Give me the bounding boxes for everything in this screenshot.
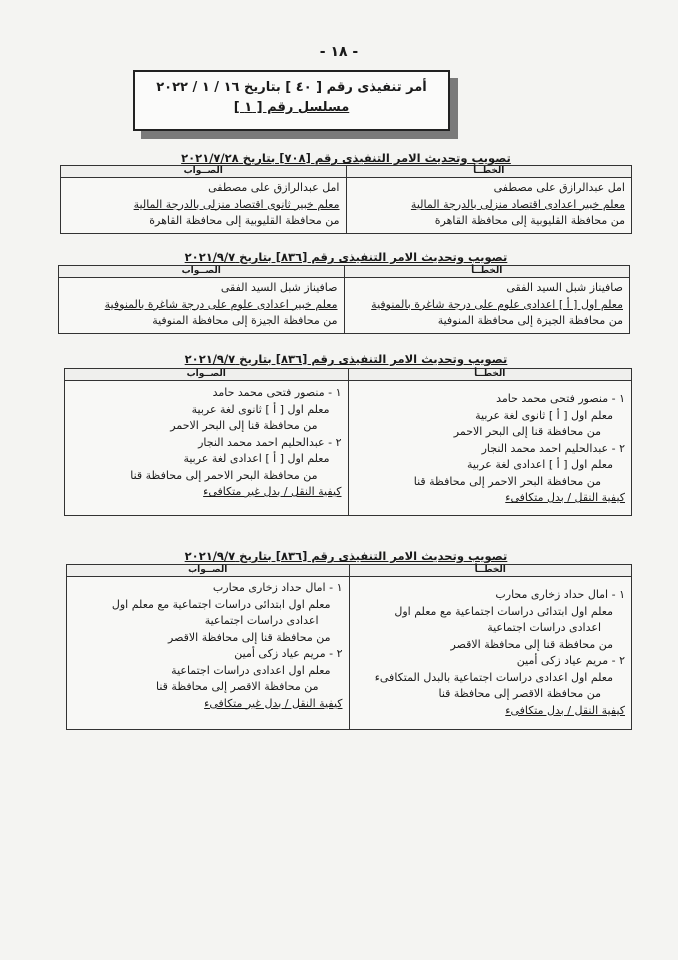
correct-line: معلم اول ابتدائى دراسات اجتماعية مع معلم اول: [111, 597, 331, 611]
correct-line: ٢ - عبدالحليم احمد محمد النجار: [198, 435, 342, 449]
wrong-line: من محافظة قنا إلى البحر الاحمر: [453, 425, 601, 438]
correct-cell: [65, 381, 349, 516]
correct-line: ١ - منصور فتحى محمد حامد: [212, 386, 342, 399]
order-number-date: أمر تنفيذى رقم [ ٤٠ ] بتاريخ ١٦ / ١ / ٢٠٢٢: [156, 80, 427, 95]
wrong-line: من محافظة البحر الاحمر إلى محافظة قنا: [413, 474, 601, 488]
wrong-column-header: الخطــأ: [349, 565, 632, 577]
correct-line: من محافظة قنا إلى محافظة الاقصر: [168, 630, 331, 644]
wrong-line: معلم اول [ أ ] اعدادى لغة عربية: [466, 458, 613, 471]
correct-line: صافيناز شبل السيد الفقى: [220, 281, 338, 294]
section-title: تصويب وتحديث الامر التنفيذى رقم [٨٣٦] بتاريخ ٢٠٢١/٩/٧: [184, 549, 508, 563]
wrong-line: كيفية النقل / بدل متكافىء: [505, 491, 625, 504]
section-title: تصويب وتحديث الامر التنفيذى رقم [٨٣٦] بتاريخ ٢٠٢١/٩/٧: [184, 352, 508, 366]
serial-number: مسلسل رقم [ ١ ]: [233, 100, 350, 115]
section-title: تصويب وتحديث الامر التنفيذى رقم [٨٣٦] بتاريخ ٢٠٢١/٩/٧: [184, 250, 508, 264]
wrong-line: ٢ - عبدالحليم احمد محمد النجار: [481, 441, 625, 455]
wrong-cell: [349, 577, 632, 730]
wrong-column-header: الخطــأ: [346, 166, 632, 178]
correct-line: من محافظة القليوبية إلى محافظة القاهرة: [149, 214, 340, 227]
correct-line: امل عبدالرازق على مصطفى: [208, 181, 340, 194]
wrong-cell: [344, 278, 630, 334]
correct-column-header: الصــواب: [65, 369, 349, 381]
correct-line: ٢ - مريم عياد زكى أمين: [234, 647, 343, 660]
wrong-cell: [348, 381, 632, 516]
wrong-line: ١ - منصور فتحى محمد حامد: [496, 392, 625, 405]
wrong-line: امل عبدالرازق على مصطفى: [493, 181, 625, 194]
correct-line: كيفية النقل / بدل غير متكافىء: [204, 696, 343, 710]
wrong-line: من محافظة الجيزة إلى محافظة المنوفية: [437, 314, 623, 327]
wrong-cell: [346, 178, 632, 234]
wrong-line: ٢ - مريم عياد زكى أمين: [516, 654, 625, 667]
wrong-line: ١ - امال حداد زخارى محارب: [495, 588, 625, 601]
correct-cell: [59, 278, 345, 334]
correction-table: [58, 265, 630, 334]
wrong-line: معلم اول [ أ ] ثانوى لغة عربية: [475, 408, 613, 422]
wrong-line: من محافظة قنا إلى محافظة الاقصر: [450, 637, 613, 651]
correct-line: اعدادى دراسات اجتماعية: [204, 614, 319, 627]
page-number: - ١٨ -: [319, 44, 359, 60]
correction-table: [60, 165, 632, 234]
correct-cell: [67, 577, 350, 730]
correct-line: معلم اول [ أ ] ثانوى لغة عربية: [191, 402, 330, 416]
wrong-line: معلم خبير اعدادى اقتصاد منزلى بالدرجة المالية: [410, 197, 625, 211]
wrong-line: معلم اول [ أ ] اعدادى علوم على درجة شاغرة بالمنوفية: [371, 297, 623, 311]
correct-column-header: الصــواب: [67, 565, 350, 577]
executive-order-header: [133, 70, 450, 131]
correct-line: من محافظة البحر الاحمر إلى محافظة قنا: [130, 468, 318, 482]
section-title: تصويب وتحديث الامر التنفيذى رقم [٧٠٨] بتاريخ ٢٠٢١/٧/٢٨: [181, 151, 511, 165]
correct-line: معلم اول [ أ ] اعدادى لغة عربية: [183, 452, 330, 465]
correct-cell: [61, 178, 347, 234]
correct-line: من محافظة الجيزة إلى محافظة المنوفية: [152, 314, 338, 327]
correct-line: ١ - امال حداد زخارى محارب: [212, 581, 343, 594]
correct-line: معلم خبير ثانوى اقتصاد منزلى بالدرجة المالية: [133, 197, 340, 211]
wrong-line: اعدادى دراسات اجتماعية: [487, 621, 601, 634]
correct-column-header: الصــواب: [59, 266, 345, 278]
correction-table: [64, 368, 632, 516]
wrong-column-header: الخطــأ: [348, 369, 632, 381]
wrong-line: معلم اول اعدادى دراسات اجتماعية بالبدل المتكافىء: [374, 670, 613, 684]
correct-line: من محافظة الاقصر إلى محافظة قنا: [156, 680, 319, 693]
wrong-line: كيفية النقل / بدل متكافىء: [505, 703, 625, 717]
correct-column-header: الصــواب: [61, 166, 347, 178]
correction-table: [66, 564, 632, 730]
wrong-line: من محافظة القليوبية إلى محافظة القاهرة: [434, 214, 625, 227]
wrong-column-header: الخطــأ: [344, 266, 630, 278]
correct-line: من محافظة قنا إلى البحر الاحمر: [170, 419, 318, 432]
wrong-line: معلم اول ابتدائى دراسات اجتماعية مع معلم اول: [394, 604, 613, 618]
correct-line: معلم خبير اعدادى علوم على درجة شاغرة بالمنوفية: [104, 297, 338, 311]
wrong-line: من محافظة الاقصر إلى محافظة قنا: [438, 687, 601, 700]
correct-line: معلم اول اعدادى دراسات اجتماعية: [171, 663, 331, 677]
wrong-line: صافيناز شبل السيد الفقى: [506, 281, 623, 294]
correct-line: كيفية النقل / بدل غير متكافىء: [203, 485, 342, 498]
